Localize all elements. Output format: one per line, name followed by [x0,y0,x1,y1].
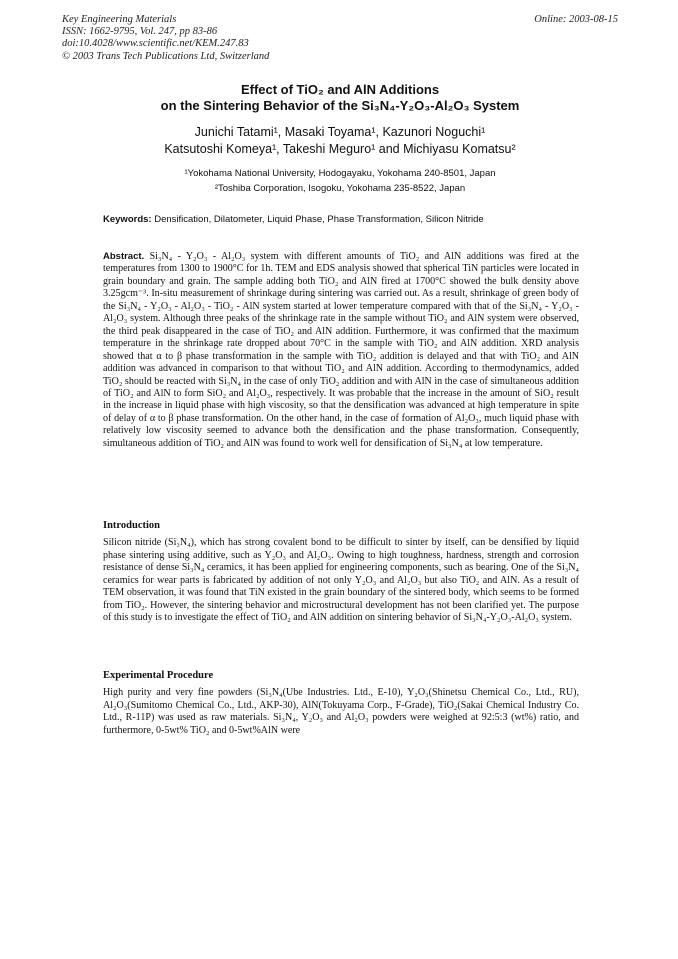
authors-line-2: Katsutoshi Komeya¹, Takeshi Meguro¹ and Michiyasu Komatsu² [164,142,516,156]
affiliations [62,166,618,196]
affiliation-2: ²Toshiba Corporation, Isogoku, Yokohama 235-8522, Japan [214,183,466,194]
copyright-line: © 2003 Trans Tech Publications Ltd, Switzerland [62,50,270,62]
keywords-block [103,214,583,226]
experimental-text: High purity and very fine powders (Si₃N₄(Ube Industries. Ltd., E-10), Y₂O₃(Shinetsu Chemical Co., Ltd., RU), Al₂O₃(Sumitomo Chemical Co., Ltd., AKP-30), AlN(Tokuyama Corp., F-Grade), TiO₂(Sakai Chemical Industry Co. Ltd., R-11P) was used as raw materials. Si₃N₄, Y₂O₃ and Al₂O₃ powders were weighed at 92:5:3 (wt%) ratio, and furthermore, 0-5wt% TiO₂ and 0-5wt%AlN were [103,687,579,736]
issn-line: ISSN: 1662-9795, Vol. 247, pp 83-86 [62,26,218,38]
abstract-label: Abstract. [103,251,145,262]
keywords-label: Keywords: [103,214,152,225]
author-list [62,124,618,158]
title-line-1: Effect of TiO₂ and AlN Additions [240,82,440,97]
introduction-heading: Introduction [103,520,160,531]
authors-line-1: Junichi Tatami¹, Masaki Toyama¹, Kazunori Noguchi¹ [194,125,486,139]
online-date: Online: 2003-08-15 [534,14,618,25]
abstract-text: Si₃N₄ - Y₂O₃ - Al₂O₃ system with different amounts of TiO₂ and AlN additions was fired at the temperatures from 1300 to 1900°C for 1h. TEM and EDS analysis showed that spherical TiN particles were located in grain boundary and grain. The sample adding both TiO₂ and AlN fired at 1700°C showed the bulk density above 3.25gcm⁻³. In-situ measurement of shrinkage during sintering was carried out. As a result, shrinkage of green body of the Si₃N₄ - Y₂O₃ - Al₂O₃ - TiO₂ - AlN system started at lower temperature compared with that of the Si₃N₄ - Y₂O₃ - Al₂O₃ system. Although three peaks of the shrinkage rate in the sample without TiO₂ and AlN system were observed, the third peak disappeared in the case of TiO₂ and AlN addition. Furthermore, it was confirmed that the maximum temperature in the shrinkage rate dropped about 70°C in the sample with TiO₂ and AlN addition. XRD analysis showed that α to β phase transformation in the sample with TiO₂ addition is delayed and that with TiO₂ and AlN addition was advanced in comparison to that without TiO₂ and AlN addition. According to thermodynamics, added TiO₂ should be reacted with Si₃N₄ in the case of only TiO₂ addition and with AlN in the case of simultaneous addition of TiO₂ and AlN to form SiO₂ and Al₂O₃, respectively. It was probable that the increase in the amount of SiO₂ result in the increase in liquid phase with high viscosity, so that the densification was advanced at high temperature in spite of delay of α to β phase transformation. On the other hand, in the case of formation of Al₂O₃, much liquid phase with relatively low viscosity seemed to advance both the densification and the phase transformation. Consequently, simultaneous addition of TiO₂ and AlN was found to work well for densification of Si₃N₄ at low temperature. [103,251,580,449]
title-line-2: on the Sintering Behavior of the Si₃N₄-Y₂O₃-Al₂O₃ System [160,98,520,113]
introduction-text: Silicon nitride (Si₃N₄), which has strong covalent bond to be difficult to sinter by itself, can be densified by liquid phase sintering using additive, such as Y₂O₃ and Al₂O₃. Owing to high toughness, hardness, strength and corrosion resistance of dense Si₃N₄ ceramics, it has been applied for engineering components, such as bearing. One of the Si₃N₄ ceramics for wear parts is fabricated by addition of not only Y₂O₃ and Al₂O₃ but also TiO₂ and AlN. As a result of TEM observation, it was found that TiN existed in the grain boundary of the sintered body, which seems to be formed from TiO₂. However, the sintering behavior and microstructural development has not been clarified yet. The purpose of this study is to investigate the effect of TiO₂ and AlN addition on sintering behavior of Si₃N₄-Y₂O₃-Al₂O₃ system. [103,537,579,623]
paper-title [62,82,618,114]
doi-line: doi:10.4028/www.scientific.net/KEM.247.83 [62,38,249,50]
keywords-text: Densification, Dilatometer, Liquid Phase, Phase Transformation, Silicon Nitride [154,214,484,225]
experimental-heading: Experimental Procedure [103,670,214,681]
abstract-block [103,251,579,450]
affiliation-1: ¹Yokohama National University, Hodogayaku, Yokohama 240-8501, Japan [184,168,496,179]
journal-name: Key Engineering Materials [62,14,177,25]
journal-header [62,14,618,63]
